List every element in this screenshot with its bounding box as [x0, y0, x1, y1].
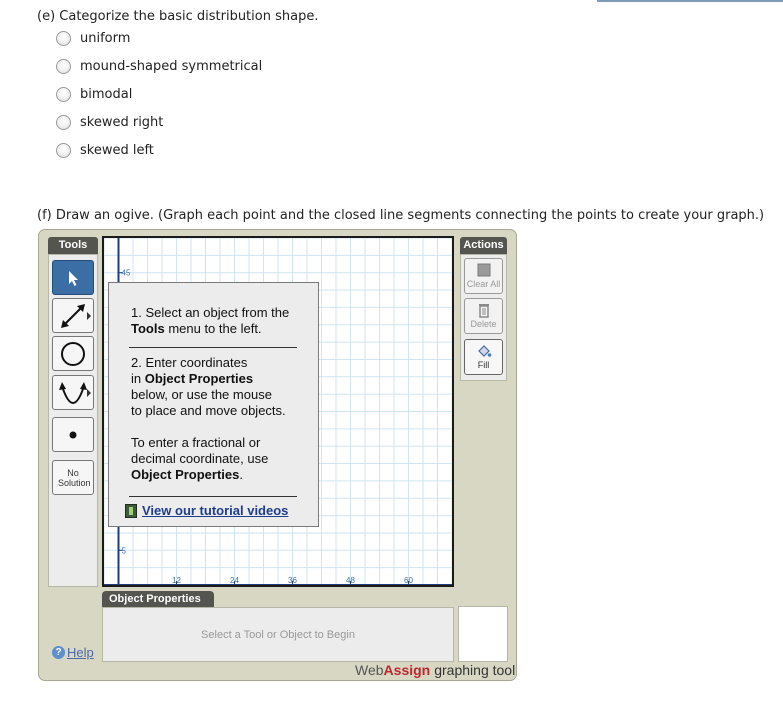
instructions-overlay — [108, 282, 319, 527]
point-icon — [68, 430, 78, 440]
option-skewed-left[interactable] — [56, 141, 154, 159]
option-label: bimodal — [80, 86, 133, 102]
instruction-bold: Object Properties — [144, 371, 254, 386]
instruction-fraction — [131, 435, 311, 483]
instruction-text: 1. Select an object from the — [131, 305, 290, 320]
radio-button[interactable] — [56, 87, 71, 102]
brand-suffix: graphing tool — [434, 662, 516, 678]
delete-button[interactable] — [464, 298, 503, 334]
film-icon — [125, 504, 137, 518]
tutorial-videos-link[interactable] — [125, 503, 288, 518]
graphing-tool — [38, 229, 517, 681]
instruction-text: to place and move objects. — [131, 403, 286, 418]
radio-button[interactable] — [56, 59, 71, 74]
instruction-bold: Tools — [131, 321, 165, 336]
submenu-arrow-icon — [87, 312, 91, 320]
top-divider — [597, 0, 783, 2]
instruction-text: in — [131, 371, 145, 386]
pointer-arrow-icon — [65, 269, 81, 287]
point-tool-button[interactable] — [52, 417, 94, 452]
brand-web: Web — [355, 662, 384, 678]
parabola-tool-button[interactable] — [52, 375, 94, 410]
object-properties-title: Object Properties — [102, 591, 214, 608]
no-solution-label: No Solution — [58, 467, 91, 488]
option-label: uniform — [80, 30, 131, 46]
fill-label: Fill — [477, 360, 490, 370]
x-tick-label: 48 — [346, 576, 355, 585]
x-tick-label: 36 — [288, 576, 297, 585]
instruction-bold: Object Properties — [131, 467, 240, 482]
option-label: skewed right — [80, 114, 164, 130]
question-e-text: (e) Categorize the basic distribution shape. — [37, 9, 319, 24]
fill-button[interactable] — [464, 339, 503, 375]
actions-title: Actions — [460, 237, 507, 254]
help-icon: ? — [52, 646, 65, 659]
help-link[interactable] — [52, 645, 94, 660]
divider — [129, 496, 297, 497]
object-properties-panel — [102, 607, 454, 662]
option-uniform[interactable] — [56, 29, 130, 47]
clear-all-label: Clear All — [466, 279, 501, 289]
option-skewed-right[interactable] — [56, 113, 163, 131]
tools-panel — [48, 254, 98, 587]
x-tick-label: 24 — [230, 576, 239, 585]
option-label: skewed left — [80, 142, 154, 158]
instruction-text: To enter a fractional or — [131, 435, 261, 450]
help-label[interactable]: Help — [67, 645, 94, 660]
parabola-icon — [58, 380, 88, 406]
paint-bucket-icon — [476, 343, 492, 359]
line-tool-button[interactable] — [52, 298, 94, 333]
clear-all-icon — [476, 262, 492, 278]
tools-title: Tools — [48, 237, 98, 254]
delete-label: Delete — [470, 319, 497, 329]
question-f-text: (f) Draw an ogive. (Graph each point and the closed line segments connecting the points to create your graph.) — [37, 208, 765, 223]
instruction-step-1 — [131, 305, 311, 337]
x-tick-label: 60 — [404, 576, 413, 585]
radio-button[interactable] — [56, 143, 71, 158]
instruction-text: . — [239, 467, 243, 482]
clear-all-button[interactable] — [464, 258, 503, 294]
line-segment-icon — [59, 303, 87, 329]
option-mound-shaped-symmetrical[interactable] — [56, 57, 262, 75]
no-solution-button[interactable] — [52, 460, 94, 495]
object-properties-placeholder: Select a Tool or Object to Begin — [201, 628, 355, 641]
tutorial-link-text[interactable]: View our tutorial videos — [142, 503, 289, 518]
instruction-text: decimal coordinate, use — [131, 451, 269, 466]
y-tick-label: 5 — [121, 546, 126, 556]
actions-panel — [460, 254, 507, 381]
instruction-text: menu to the left. — [164, 321, 262, 336]
option-label: mound-shaped symmetrical — [80, 58, 263, 74]
select-tool-button[interactable] — [52, 260, 94, 295]
instruction-text: below, or use the mouse — [131, 387, 272, 402]
submenu-arrow-icon — [87, 389, 91, 397]
y-tick-label: 45 — [121, 268, 131, 278]
brand-assign: Assign — [383, 662, 431, 678]
radio-button[interactable] — [56, 115, 71, 130]
divider — [129, 347, 297, 348]
radio-button[interactable] — [56, 31, 71, 46]
circle-icon — [59, 340, 87, 368]
option-bimodal[interactable] — [56, 85, 132, 103]
circle-tool-button[interactable] — [52, 336, 94, 371]
webassign-branding — [355, 662, 515, 678]
x-tick-label: 12 — [172, 576, 181, 585]
object-preview-box — [458, 606, 508, 662]
instruction-text: 2. Enter coordinates — [131, 355, 248, 370]
instruction-step-2 — [131, 355, 311, 419]
trash-icon — [477, 302, 491, 318]
